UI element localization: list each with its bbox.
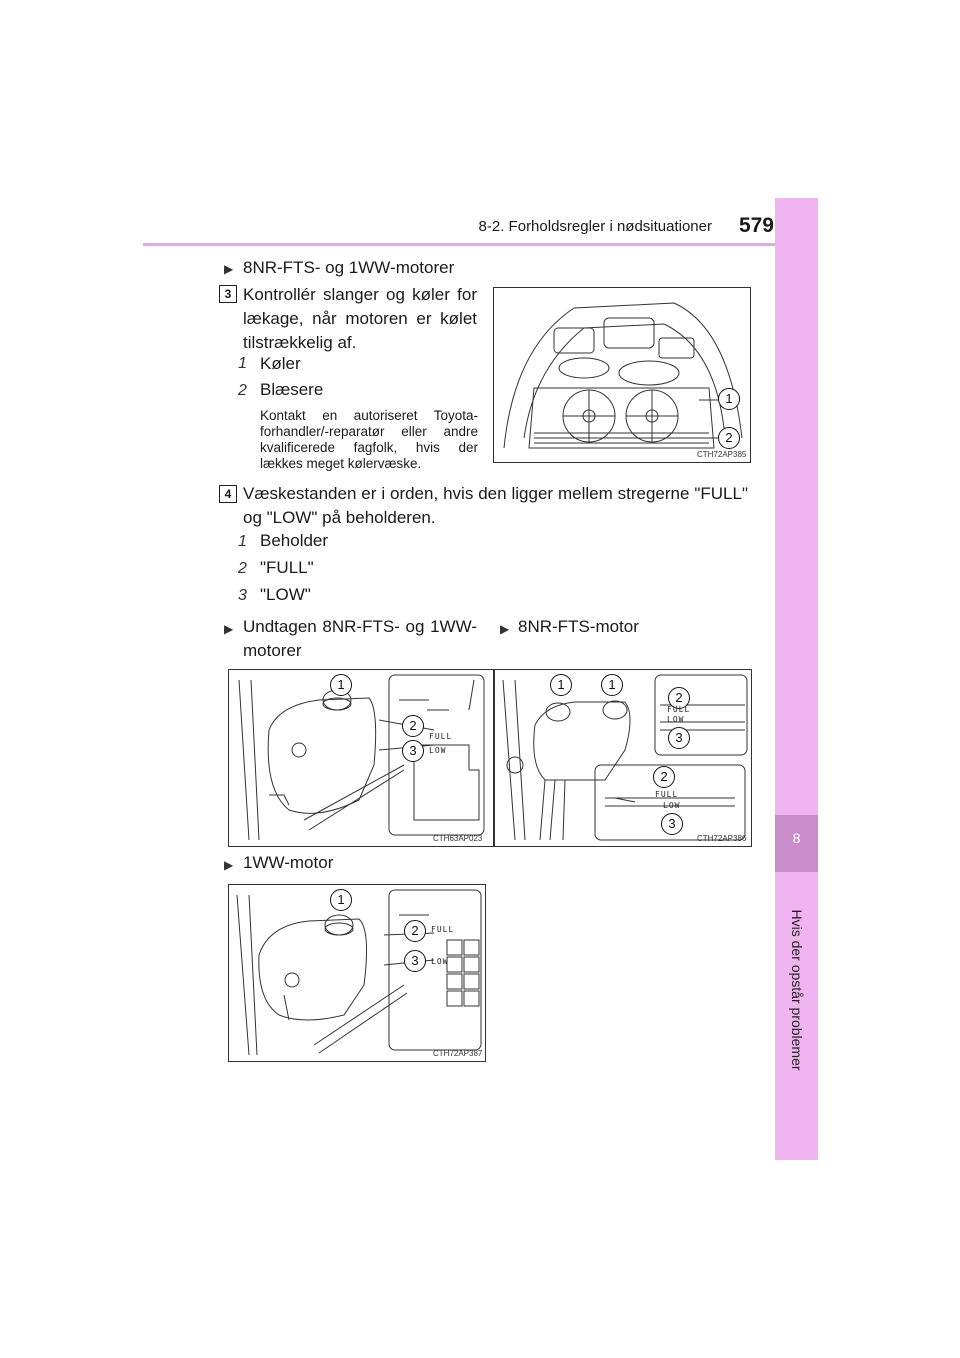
callout-3: 3 bbox=[402, 740, 424, 762]
variant-heading-other-line2: motorer bbox=[243, 641, 302, 660]
header-divider bbox=[143, 243, 818, 246]
low-mark-label: LOW bbox=[667, 715, 685, 724]
variant-heading-1ww: 1WW-motor bbox=[243, 853, 334, 872]
step3-text-line3: tilstrækkelig af. bbox=[243, 333, 357, 352]
figure-code: CTH72AP385 bbox=[697, 450, 747, 459]
item-number: 1 bbox=[238, 355, 247, 372]
item-number: 3 bbox=[238, 587, 247, 604]
reservoir-figure-1ww bbox=[228, 884, 486, 1062]
callout-2: 2 bbox=[402, 715, 424, 737]
note-line3: kvalificerede fagfolk, hvis der bbox=[260, 440, 478, 455]
item-number: 2 bbox=[238, 382, 247, 399]
page-number: 579 bbox=[738, 214, 774, 237]
low-mark-label: LOW bbox=[663, 801, 681, 810]
step4-text-line1: Væskestanden er i orden, hvis den ligger mellem stregerne "FULL" bbox=[243, 484, 748, 503]
callout-1: 1 bbox=[330, 889, 352, 911]
triangle-bullet-icon: ▶ bbox=[224, 262, 234, 276]
chapter-title: Hvis der opstår problemer bbox=[789, 909, 805, 1071]
callout-1: 1 bbox=[550, 674, 572, 696]
low-mark-label: LOW bbox=[431, 957, 449, 966]
callout-3: 3 bbox=[668, 727, 690, 749]
reservoir-figure-8nr bbox=[494, 669, 752, 847]
item-number: 2 bbox=[238, 560, 247, 577]
item-number: 1 bbox=[238, 533, 247, 550]
note-line1: Kontakt en autoriseret Toyota- bbox=[260, 408, 478, 423]
callout-2: 2 bbox=[718, 427, 740, 449]
full-mark-label: FULL bbox=[655, 790, 679, 799]
note-line2: forhandler/-reparatør eller andre bbox=[260, 424, 478, 439]
reservoir-illustration bbox=[495, 670, 751, 846]
reservoir-illustration bbox=[229, 885, 485, 1061]
low-mark-label: LOW bbox=[429, 746, 447, 755]
callout-3: 3 bbox=[404, 950, 426, 972]
triangle-bullet-icon: ▶ bbox=[224, 858, 234, 872]
step-number-3: 3 bbox=[219, 285, 237, 303]
chapter-number: 8 bbox=[792, 830, 801, 846]
engine-bay-illustration bbox=[494, 288, 750, 462]
callout-1: 1 bbox=[718, 388, 740, 410]
full-mark-label: FULL bbox=[431, 925, 455, 934]
step-number-4: 4 bbox=[219, 485, 237, 503]
full-mark-label: FULL bbox=[667, 705, 691, 714]
item-label-fans: Blæsere bbox=[260, 380, 324, 399]
triangle-bullet-icon: ▶ bbox=[500, 622, 510, 636]
step3-text-line2: lækage, når motoren er kølet bbox=[243, 309, 477, 328]
section-heading: 8NR-FTS- og 1WW-motorer bbox=[243, 258, 455, 277]
figure-code: CTH63AP023 bbox=[433, 834, 483, 843]
callout-1: 1 bbox=[601, 674, 623, 696]
item-label-low: "LOW" bbox=[260, 585, 311, 604]
callout-1: 1 bbox=[330, 674, 352, 696]
engine-bay-figure bbox=[493, 287, 751, 463]
callout-2: 2 bbox=[653, 766, 675, 788]
item-label-radiator: Køler bbox=[260, 354, 301, 373]
figure-code: CTH72AP386 bbox=[697, 834, 747, 843]
item-label-reservoir: Beholder bbox=[260, 531, 329, 550]
step3-text-line1: Kontrollér slanger og køler for bbox=[243, 285, 477, 304]
callout-2: 2 bbox=[668, 687, 690, 709]
variant-heading-other-line1: Undtagen 8NR-FTS- og 1WW- bbox=[243, 617, 477, 636]
step4-text-line2: og "LOW" på beholderen. bbox=[243, 508, 436, 527]
reservoir-figure-other bbox=[228, 669, 494, 847]
note-line4: lækkes meget kølervæske. bbox=[260, 456, 422, 471]
figure-code: CTH72AP387 bbox=[433, 1049, 483, 1058]
reservoir-illustration bbox=[229, 670, 493, 846]
callout-2: 2 bbox=[404, 920, 426, 942]
callout-3: 3 bbox=[661, 813, 683, 835]
variant-heading-8nr: 8NR-FTS-motor bbox=[518, 617, 639, 636]
item-label-full: "FULL" bbox=[260, 558, 314, 577]
full-mark-label: FULL bbox=[429, 732, 453, 741]
section-title: 8-2. Forholdsregler i nødsituationer bbox=[478, 218, 712, 235]
triangle-bullet-icon: ▶ bbox=[224, 622, 234, 636]
